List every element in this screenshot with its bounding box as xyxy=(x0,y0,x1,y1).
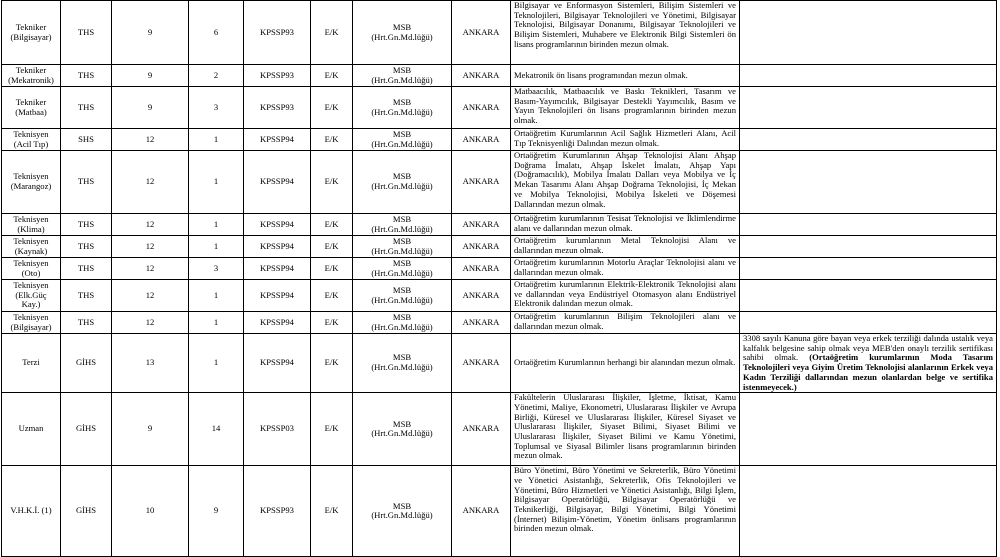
qualification-cell xyxy=(511,214,740,236)
position-title: Teknisyen xyxy=(13,128,49,139)
position-specialty: (Klima) xyxy=(17,223,45,234)
qualification-text: Mekatronik ön lisans programından mezun olmak. xyxy=(514,69,688,80)
qualification-text: Fakültelerin Uluslararası İlişkiler, İşletme, İktisat, Kamu Yönetimi, Maliye, Ekonometri, Uluslararası İlişkiler ve Avrupa Birliği, Küresel ve Uluslararası İlişkiler, Küresel Siyaset ve Uluslararası İlişkiler, Siyaset Bilimi, Siyaset Bilimi ve Uluslararası İlişkiler, Siyaset Bilimi ve Kamu Yönetimi, Toplumsal ve Siyasal Bilimler lisans programlarının birinden mezun olmak. xyxy=(514,392,736,461)
notes-bold-text: (Ortaöğretim kurumlarının Moda Tasarım Teknolojileri veya Giyim Üretim Teknolojisi alanlarının Erkek veya Kadın Terziliği dallarından mezun olanlardan belge ve sertifika istenmeyecek.) xyxy=(743,352,993,392)
position-title-cell xyxy=(2,65,61,87)
city-cell: ANKARA xyxy=(452,65,511,87)
city-cell: ANKARA xyxy=(452,258,511,280)
gender-cell: E/K xyxy=(311,334,353,393)
unit-detail: (Hrt.Gn.Md.lüğü) xyxy=(371,223,433,234)
class-cell: GİHS xyxy=(61,393,112,466)
position-title: Uzman xyxy=(18,423,44,434)
count-cell: 1 xyxy=(189,334,244,393)
unit-name: MSB xyxy=(392,64,412,75)
class-cell: THS xyxy=(61,214,112,236)
unit-detail: (Hrt.Gn.Md.lüğü) xyxy=(371,428,433,439)
unit-cell xyxy=(353,214,452,236)
grade-cell: 13 xyxy=(112,334,189,393)
position-title: Tekniker xyxy=(15,64,47,75)
notes-cell xyxy=(740,151,997,214)
unit-name: MSB xyxy=(392,284,412,295)
score-type-cell: KPSSP93 xyxy=(244,65,311,87)
unit-cell xyxy=(353,1,452,65)
position-title-cell xyxy=(2,312,61,334)
class-cell: GİHS xyxy=(61,466,112,557)
unit-name: MSB xyxy=(392,235,412,246)
notes-cell xyxy=(740,129,997,151)
gender-cell: E/K xyxy=(311,214,353,236)
class-cell: GİHS xyxy=(61,334,112,393)
unit-cell xyxy=(353,312,452,334)
score-type-cell: KPSSP94 xyxy=(244,129,311,151)
class-cell: THS xyxy=(61,312,112,334)
unit-name: MSB xyxy=(392,418,412,429)
position-title-cell xyxy=(2,334,61,393)
city-cell: ANKARA xyxy=(452,236,511,258)
qualification-text: Ortaöğretim kurumlarının Metal Teknolojisi Alanı ve dallarından mezun olmak. xyxy=(514,235,736,255)
unit-detail: (Hrt.Gn.Md.lüğü) xyxy=(371,181,433,191)
grade-cell: 9 xyxy=(112,65,189,87)
score-type-cell: KPSSP94 xyxy=(244,258,311,280)
gender-cell: E/K xyxy=(311,280,353,312)
unit-name: MSB xyxy=(392,171,412,182)
unit-name: MSB xyxy=(392,257,412,268)
table-row xyxy=(2,334,997,393)
class-cell: THS xyxy=(61,65,112,87)
qualification-cell xyxy=(511,1,740,65)
unit-detail: (Hrt.Gn.Md.lüğü) xyxy=(371,138,433,149)
qualification-text: Büro Yönetimi, Büro Yönetimi ve Sekreterlik, Büro Yönetimi ve Yönetici Asistanlığı, Sekreterlik, Ofis Teknolojileri ve Yönetimi, Büro Hizmetleri ve Yönetici Asistanlığı, Bilgi İşlem, Bilgisayar Operatörlüğü, Bilgisayar Operatörlüğü ve Teknikerliği, Bilgisayar, Bilgi Yönetimi, Bilgi Yönetimi (İnternet) Bilişim-Yönetim, Yönetim önlisans programlarının birinden mezun olmak. xyxy=(514,465,736,534)
position-title-cell xyxy=(2,236,61,258)
position-title-cell xyxy=(2,87,61,129)
qualification-cell xyxy=(511,334,740,393)
cadre-table xyxy=(1,0,997,557)
unit-cell xyxy=(353,87,452,129)
table-row xyxy=(2,129,997,151)
position-specialty: (Oto) xyxy=(21,267,41,278)
qualification-cell xyxy=(511,258,740,280)
grade-cell: 9 xyxy=(112,87,189,129)
gender-cell: E/K xyxy=(311,393,353,466)
score-type-cell: KPSSP93 xyxy=(244,87,311,129)
score-type-cell: KPSSP94 xyxy=(244,312,311,334)
unit-detail: (Hrt.Gn.Md.lüğü) xyxy=(371,267,433,278)
qualification-cell xyxy=(511,466,740,557)
qualification-text: Ortaöğretim Kurumlarının herhangi bir alanından mezun olmak. xyxy=(514,357,736,368)
grade-cell: 12 xyxy=(112,312,189,334)
qualification-cell xyxy=(511,87,740,129)
table-row xyxy=(2,393,997,466)
gender-cell: E/K xyxy=(311,129,353,151)
gender-cell: E/K xyxy=(311,65,353,87)
notes-cell xyxy=(740,466,997,557)
score-type-cell: KPSSP94 xyxy=(244,214,311,236)
unit-cell xyxy=(353,258,452,280)
unit-detail: (Hrt.Gn.Md.lüğü) xyxy=(371,74,433,85)
table-row xyxy=(2,466,997,557)
position-title-cell xyxy=(2,1,61,65)
position-title: Teknisyen xyxy=(13,257,49,268)
class-cell: THS xyxy=(61,151,112,214)
position-title: Tekniker xyxy=(15,21,47,32)
class-cell: THS xyxy=(61,258,112,280)
position-title-cell xyxy=(2,214,61,236)
table-row xyxy=(2,65,997,87)
grade-cell: 12 xyxy=(112,280,189,312)
position-specialty: (Kaynak) xyxy=(14,245,48,256)
gender-cell: E/K xyxy=(311,151,353,214)
position-specialty: (Bilgisayar) xyxy=(10,31,52,42)
count-cell: 2 xyxy=(189,65,244,87)
unit-cell xyxy=(353,393,452,466)
position-specialty: (Elk.Güç Kay.) xyxy=(15,289,47,310)
table-row xyxy=(2,151,997,214)
position-title-cell xyxy=(2,151,61,214)
score-type-cell: KPSSP94 xyxy=(244,236,311,258)
notes-cell xyxy=(740,214,997,236)
position-title: Tekniker xyxy=(15,96,47,107)
unit-detail: (Hrt.Gn.Md.lüğü) xyxy=(371,362,433,373)
position-title-cell xyxy=(2,393,61,466)
notes-cell xyxy=(740,334,997,393)
score-type-cell: KPSSP03 xyxy=(244,393,311,466)
count-cell: 6 xyxy=(189,1,244,65)
position-title: Terzi xyxy=(22,357,40,368)
unit-detail: (Hrt.Gn.Md.lüğü) xyxy=(371,510,433,521)
score-type-cell: KPSSP94 xyxy=(244,334,311,393)
unit-name: MSB xyxy=(392,128,412,139)
qualification-text: Ortaöğretim kurumlarının Tesisat Teknolojisi ve İklimlendirme alanı ve dallarından mezun olmak. xyxy=(514,213,736,233)
notes-cell xyxy=(740,65,997,87)
grade-cell: 10 xyxy=(112,466,189,557)
qualification-text: Ortaöğretim kurumlarının Motorlu Araçlar Teknolojisi alanı ve dallarından mezun olmak. xyxy=(514,257,736,277)
position-title: Teknisyen xyxy=(13,311,49,322)
gender-cell: E/K xyxy=(311,466,353,557)
notes-text: 3308 sayılı Kanuna göre bayan veya erkek terziliği dalında ustalık veya kalfalık belgesine sahip olmak veya MEB'den onaylı terzilik sertifikası sahibi olmak. xyxy=(743,333,993,363)
gender-cell: E/K xyxy=(311,87,353,129)
city-cell: ANKARA xyxy=(452,280,511,312)
class-cell: THS xyxy=(61,236,112,258)
count-cell: 1 xyxy=(189,236,244,258)
unit-detail: (Hrt.Gn.Md.lüğü) xyxy=(371,294,433,305)
position-title-cell xyxy=(2,466,61,557)
gender-cell: E/K xyxy=(311,1,353,65)
table-row xyxy=(2,236,997,258)
qualification-text: Matbaacılık, Matbaacılık ve Baskı Teknikleri, Tasarım ve Basım-Yayımcılık, Bilgisayar Destekli Yayımcılık, Basım ve Yayın Teknolojileri ön lisans programlarının birinden mezun olmak. xyxy=(514,86,736,126)
notes-cell xyxy=(740,87,997,129)
count-cell: 1 xyxy=(189,280,244,312)
table-row xyxy=(2,280,997,312)
unit-cell xyxy=(353,65,452,87)
gender-cell: E/K xyxy=(311,258,353,280)
unit-name: MSB xyxy=(392,213,412,224)
unit-cell xyxy=(353,151,452,214)
class-cell: SHS xyxy=(61,129,112,151)
unit-name: MSB xyxy=(392,311,412,322)
notes-cell xyxy=(740,312,997,334)
grade-cell: 12 xyxy=(112,214,189,236)
position-title-cell xyxy=(2,129,61,151)
qualification-cell xyxy=(511,393,740,466)
score-type-cell: KPSSP94 xyxy=(244,280,311,312)
qualification-text: Ortaöğretim Kurumlarının Acil Sağlık Hizmetleri Alanı, Acil Tıp Teknisyenliği Dalından mezun olmak. xyxy=(514,128,736,148)
position-specialty: (Marangoz) xyxy=(10,181,52,191)
unit-cell xyxy=(353,334,452,393)
notes-cell xyxy=(740,236,997,258)
position-specialty: (Mekatronik) xyxy=(8,74,54,85)
notes-cell xyxy=(740,258,997,280)
city-cell: ANKARA xyxy=(452,87,511,129)
position-title: Teknisyen xyxy=(13,235,49,246)
notes-cell xyxy=(740,393,997,466)
count-cell: 9 xyxy=(189,466,244,557)
position-title-cell xyxy=(2,280,61,312)
city-cell: ANKARA xyxy=(452,214,511,236)
notes-cell xyxy=(740,1,997,65)
notes-cell xyxy=(740,280,997,312)
table-row xyxy=(2,312,997,334)
qualification-cell xyxy=(511,312,740,334)
unit-name: MSB xyxy=(392,96,412,107)
unit-name: MSB xyxy=(392,500,412,511)
count-cell: 1 xyxy=(189,129,244,151)
qualification-text: Bilgisayar ve Enformasyon Sistemleri, Bilişim Sistemleri ve Teknolojileri, Bilgisayar Teknolojileri ve Yönetimi, Bilgisayar Teknolojisi, Bilgisayar Donanımı, Bilgisayar Teknolojileri ve Bilişim Sistemleri, Muhabere ve Elektronik Bilgi Sistemleri ön lisans programlarının birinden mezun olmak. xyxy=(514,0,736,49)
grade-cell: 12 xyxy=(112,236,189,258)
unit-detail: (Hrt.Gn.Md.lüğü) xyxy=(371,321,433,332)
unit-cell xyxy=(353,129,452,151)
count-cell: 14 xyxy=(189,393,244,466)
city-cell: ANKARA xyxy=(452,466,511,557)
qualification-cell xyxy=(511,65,740,87)
city-cell: ANKARA xyxy=(452,151,511,214)
qualification-text: Ortaöğretim kurumlarının Bilişim Teknolojileri alanı ve dallarından mezun olmak. xyxy=(514,311,736,331)
unit-cell xyxy=(353,236,452,258)
count-cell: 3 xyxy=(189,258,244,280)
position-title: Teknisyen xyxy=(13,171,49,182)
position-specialty: (Bilgisayar) xyxy=(10,321,52,332)
city-cell: ANKARA xyxy=(452,334,511,393)
unit-name: MSB xyxy=(392,21,412,32)
unit-detail: (Hrt.Gn.Md.lüğü) xyxy=(371,106,433,117)
grade-cell: 9 xyxy=(112,393,189,466)
gender-cell: E/K xyxy=(311,236,353,258)
count-cell: 1 xyxy=(189,312,244,334)
score-type-cell: KPSSP93 xyxy=(244,466,311,557)
grade-cell: 12 xyxy=(112,151,189,214)
unit-name: MSB xyxy=(392,352,412,363)
grade-cell: 12 xyxy=(112,258,189,280)
position-specialty: (Matbaa) xyxy=(15,106,47,117)
position-title: Teknisyen xyxy=(13,279,49,290)
qualification-cell xyxy=(511,151,740,214)
class-cell: THS xyxy=(61,87,112,129)
position-title-cell xyxy=(2,258,61,280)
score-type-cell: KPSSP94 xyxy=(244,151,311,214)
count-cell: 1 xyxy=(189,151,244,214)
city-cell: ANKARA xyxy=(452,1,511,65)
position-title: Teknisyen xyxy=(13,213,49,224)
table-row xyxy=(2,214,997,236)
qualification-cell xyxy=(511,280,740,312)
position-specialty: (Acil Tıp) xyxy=(13,138,49,149)
unit-cell xyxy=(353,280,452,312)
unit-detail: (Hrt.Gn.Md.lüğü) xyxy=(371,31,433,42)
city-cell: ANKARA xyxy=(452,393,511,466)
gender-cell: E/K xyxy=(311,312,353,334)
count-cell: 3 xyxy=(189,87,244,129)
city-cell: ANKARA xyxy=(452,129,511,151)
table-row xyxy=(2,1,997,65)
score-type-cell: KPSSP93 xyxy=(244,1,311,65)
unit-detail: (Hrt.Gn.Md.lüğü) xyxy=(371,245,433,256)
grade-cell: 12 xyxy=(112,129,189,151)
table-row xyxy=(2,87,997,129)
qualification-text: Ortaöğretim Kurumlarının Ahşap Teknolojisi Alanı Ahşap Doğrama İmalatı, Ahşap İskelet İmalatı, Ahşap Yapı (Doğramacılık), Mobilya İmalatı Dalları veya Mobilya ve İç Mekan Tasarımı Alanı Ahşap Doğrama Teknolojisi, İç Mekan ve Mobilya Teknolojisi, Mobilya İskeleti ve Döşemesi Dallarından mezun olmak. xyxy=(514,150,736,209)
position-title: V.H.K.İ. (1) xyxy=(10,505,52,516)
class-cell: THS xyxy=(61,280,112,312)
qualification-cell xyxy=(511,129,740,151)
city-cell: ANKARA xyxy=(452,312,511,334)
count-cell: 1 xyxy=(189,214,244,236)
unit-cell xyxy=(353,466,452,557)
qualification-text: Ortaöğretim kurumlarının Elektrik-Elektronik Teknolojisi alanı ve dallarından veya Endüstriyel Otomasyon alanı Endüstriyel Elektronik dalından mezun olmak. xyxy=(514,279,736,309)
class-cell: THS xyxy=(61,1,112,65)
grade-cell: 9 xyxy=(112,1,189,65)
table-row xyxy=(2,258,997,280)
qualification-cell xyxy=(511,236,740,258)
